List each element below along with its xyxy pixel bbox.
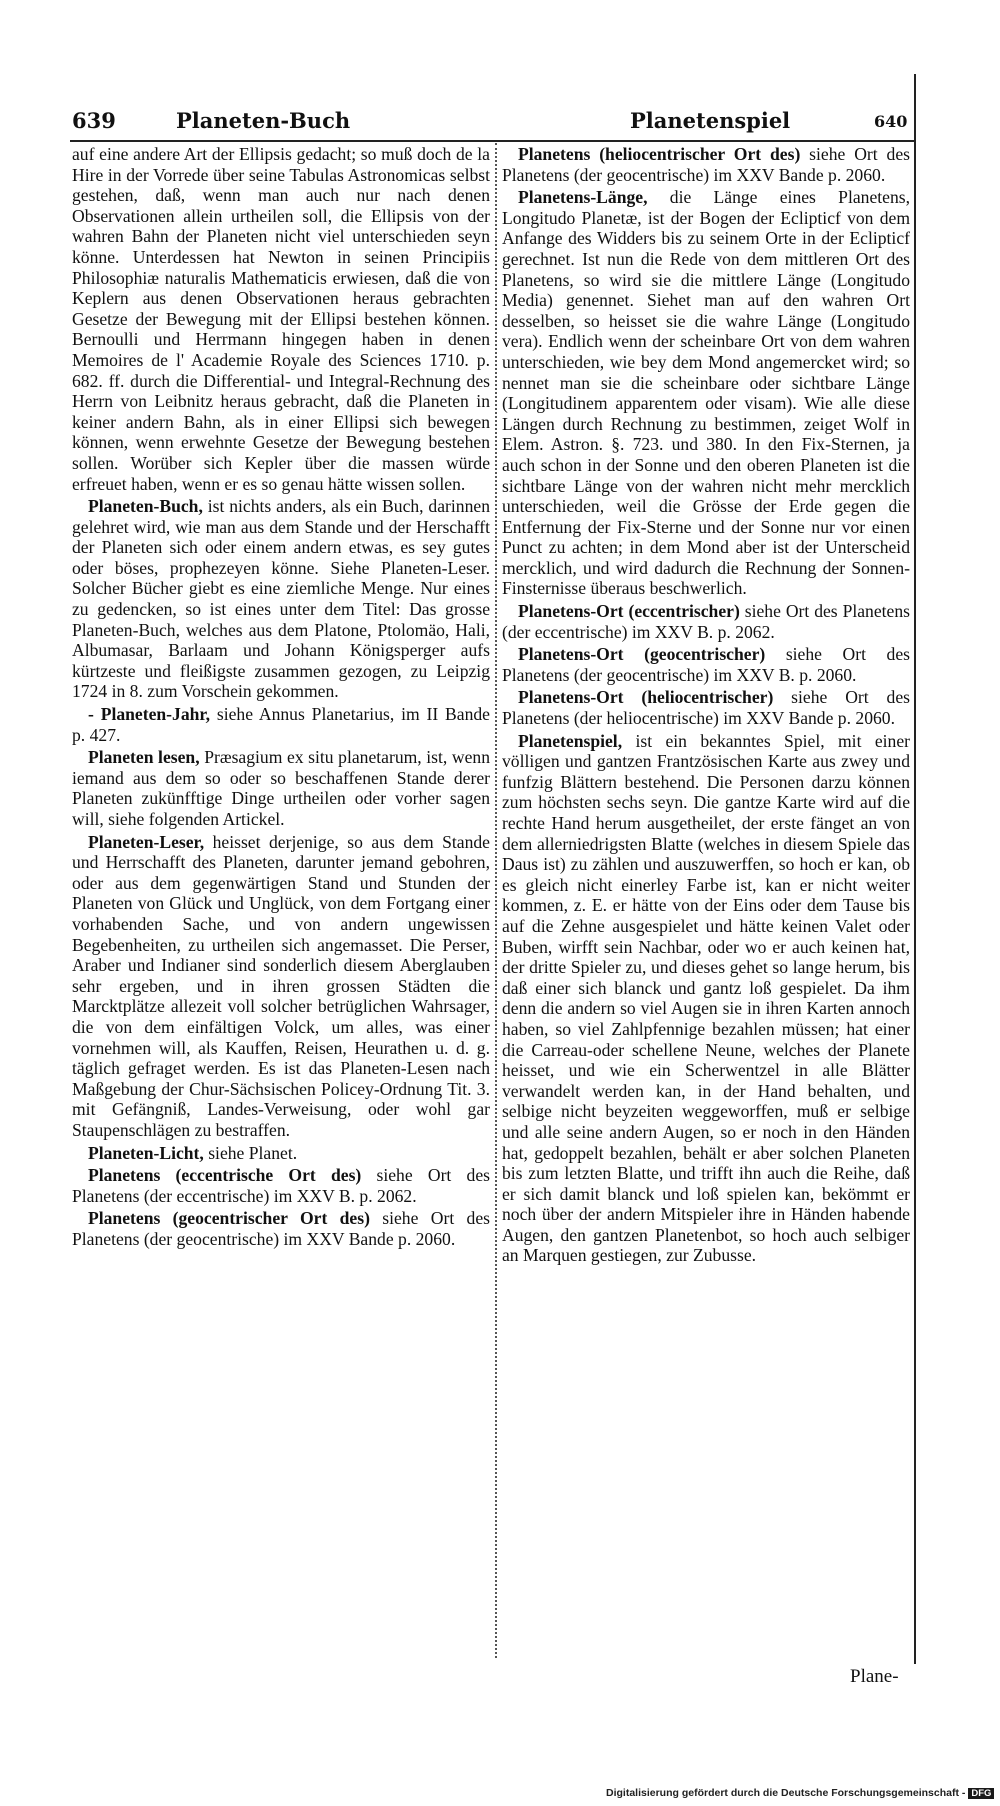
entry-paragraph: Planetens (eccentrische Ort des) siehe Ort des Planetens (der eccentrische) im XXV B. p. 2062.	[72, 1165, 490, 1206]
header-rule	[70, 140, 915, 142]
entry-paragraph: Planeten-Licht, siehe Planet.	[88, 1142, 298, 1163]
left-page-number: 639	[72, 108, 116, 133]
right-running-title: Planetenspiel	[630, 108, 791, 133]
entry-paragraph: Planetens (geocentrischer Ort des) siehe Ort des Planetens (der geocentrische) im XXV Bande p. 2060.	[72, 1208, 490, 1249]
entry-paragraph: Planetens-Ort (eccentrischer) siehe Ort des Planetens (der eccentrische) im XXV B. p. 2062.	[502, 601, 911, 642]
entry-paragraph: Planetens (heliocentrischer Ort des) siehe Ort des Planetens (der geocentrische) im XXV Bande p. 2060.	[502, 144, 910, 185]
digitization-credit	[606, 1787, 994, 1799]
right-column	[502, 144, 910, 1268]
entry-paragraph: auf eine andere Art der Ellipsis gedacht; so muß doch de la Hire in der Vorrede über seine Tabulas Astronomicas selbst gestehen, daß, wenn man auch nur nach denen Observationen allein urtheilen soll, die Ellipsis von der wahren Bahn der Planeten nicht viel unterschieden seyn könne. Unterdessen hat Newton in seinen Principiis Philosophiæ naturalis Mathematicis erwiesen, daß die von Keplern aus denen Observationen heraus gebrachten Gesetze der Bewegung mit der Ellipsi bestehen können. Bernoulli und Herrmann hingegen haben in denen Memoires de l' Academie Royale des Sciences 1710. p. 682. ff. durch die Differential- und Integral-Rechnung des Herrn von Leibnitz heraus gebracht, daß die Planeten in keiner andern Bahn, als in einer Ellipsi sich bewegen können, wenn erwehnte Gesetze der Bewegung bestehen sollen. Worüber sich Kepler über die massen würde erfreuet haben, wenn er es so genau hätte wissen sollen.	[72, 144, 490, 494]
left-column	[72, 144, 490, 1251]
entry-paragraph: Planetens-Ort (heliocentrischer) siehe Ort des Planetens (der heliocentrische) im XXV Bande p. 2060.	[502, 687, 910, 729]
right-page-number: 640	[874, 112, 908, 131]
entry-paragraph: Planeten-Leser, heisset derjenige, so aus dem Stande und Herrschafft des Planeten, darunter jemand gebohren, oder aus dem gegenwärtigen Stand und Stunden der Planeten von Glück und Unglück, von dem Fortgang einer vorhabenden Sache, und von andern ungewissen Begebenheiten, zu urtheilen sich angemasset. Die Perser, Araber und Indianer sind sonderlich diesem Aberglauben sehr ergeben, und in ihren grossen Städten die Marcktplätze allezeit voll solcher betrüglichen Wahrsager, die von dem einfältigen Volck, um alles, was einer vornehmen will, als Kauffen, Reisen, Heurathen u. d. g. täglich gefraget werden. Es ist das Planeten-Lesen nach Maßgebung der Chur-Sächsischen Policey-Ordnung Tit. 3. mit Gefängniß, Landes-Verweisung, oder wohl gar Staupenschlägen zu bestraffen.	[72, 831, 490, 1140]
entry-paragraph: Planeten lesen, Præsagium ex situ planetarum, ist, wenn iemand aus dem so oder so beschaffenen Stande derer Planeten zukünfftige Dinge urtheilen oder vorher sagen will, siehe folgenden Artickel.	[72, 747, 490, 829]
column-divider	[495, 143, 497, 1658]
credit-text: Digitalisierung gefördert durch die Deutsche Forschungsgemeinschaft -	[606, 1787, 966, 1799]
entry-paragraph: Planetenspiel, ist ein bekanntes Spiel, mit einer völligen und gantzen Frantzösischen Karte aus zwey und funfzig Blättern bestehend. Die Personen darzu können zum höchsten sechs seyn. Die gantze Karte wird auf die rechte Hand herum ausgetheilet, der erste fänget an von dem allerniedrigsten Blatte (welches in diesem Spiele das Daus ist) zu zählen und auszuwerffen, so hoch er kan, ob es gleich nicht einerley Farbe ist, kan er nicht weiter kommen, z. E. er hätte von der Eins oder dem Tause bis auf die Zehne ausgespielet und hätte keinen Valet oder Buben, wirfft sein Nachbar, oder wo er auch keinen hat, der dritte Spieler zu, und dieses gehet so lange herum, bis daß einer sich blanck und gantz loß gespielet. Da ihm denn die andern so viel Augen sie in ihren Karten annoch haben, so viel Zahlpfennige bezahlen müssen; hat einer die Carreau-oder schellene Neune, welches der Planete heisset, und wie ein Scherwentzel in alle Blätter verwandelt werden kan, in der Hand behalten, und selbige nicht beyzeiten weggeworffen, muß er selbige und alle seine andern Augen, so er noch in den Händen hat, gedoppelt bezahlen, behält er aber solchen Planeten bis zum letzten Blatte, und trifft ihn auch die Reihe, daß er sich damit blanck und loß spielen kan, bekömmt er noch über der andern Mitspieler ihre in Händen habende Augen, den gantzen Planetenbot, so hoch auch selbiger an Marquen gestiegen, zur Zubusse.	[502, 730, 910, 1266]
right-margin-rule	[914, 74, 916, 1664]
entry-paragraph: - Planeten-Jahr, siehe Annus Planetarius, im II Bande p. 427.	[72, 704, 490, 745]
dfg-badge: DFG	[968, 1788, 994, 1799]
entry-paragraph: Planetens-Ort (geocentrischer) siehe Ort des Planetens (der geocentrische) im XXV B. p. 2060.	[502, 644, 910, 685]
entry-paragraph: Planetens-Länge, die Länge eines Planetens, Longitudo Planetæ, ist der Bogen der Eclipticf von dem Anfange des Widders bis zu seinem Orte in der Eclipticf gerechnet. Ist nun die Rede von dem mittleren Ort des Planetens, so wird sie die mittlere Länge (Longitudo Media) genennet. Siehet man auf den wahren Ort desselben, so heisset sie die wahre Länge (Longitudo vera). Endlich wenn der scheinbare Ort von dem wahren unterschieden, wie bey dem Mond angemercket wird; so nennet man sie die scheinbare oder sichtbare Länge (Longitudinem apparentem oder visam). Wie alle diese Längen durch Rechnung zu bestimmen, zeiget Wolf in Elem. Astron. §. 723. und 380. In den Fix-Sternen, ja auch schon in der Sonne und den oberen Planeten ist die sichtbare Länge von der wahren nicht mehr mercklich unterschieden, weil die Grösse der Erde gegen die Entfernung der Fix-Sterne und der Sonne nur vor einen Punct zu achten; in dem Mond aber ist der Unterscheid mercklich, und wird dadurch die Rechnung der Sonnen-Finsternisse überaus beschwerlich.	[502, 187, 910, 599]
catchword: Plane-	[850, 1666, 899, 1687]
entry-paragraph: Planeten-Buch, ist nichts anders, als ein Buch, darinnen gelehret wird, wie man aus dem Stande und der Herschafft der Planeten sich oder einem andern etwas, es sey gutes oder böses, prophezeyen könne. Siehe Planeten-Leser. Solcher Bücher giebt es eine ziemliche Menge. Nur eines zu gedencken, so ist eines unter dem Titel: Das grosse Planeten-Buch, welches aus dem Platone, Ptolomäo, Hali, Albumasar, Barlaam und Johann Königsperger aufs kürtzeste und fleißigste zusammen gezogen, zu Leipzig 1724 in 8. zum Vorschein gekommen.	[72, 496, 490, 702]
left-running-title: Planeten-Buch	[176, 108, 351, 133]
